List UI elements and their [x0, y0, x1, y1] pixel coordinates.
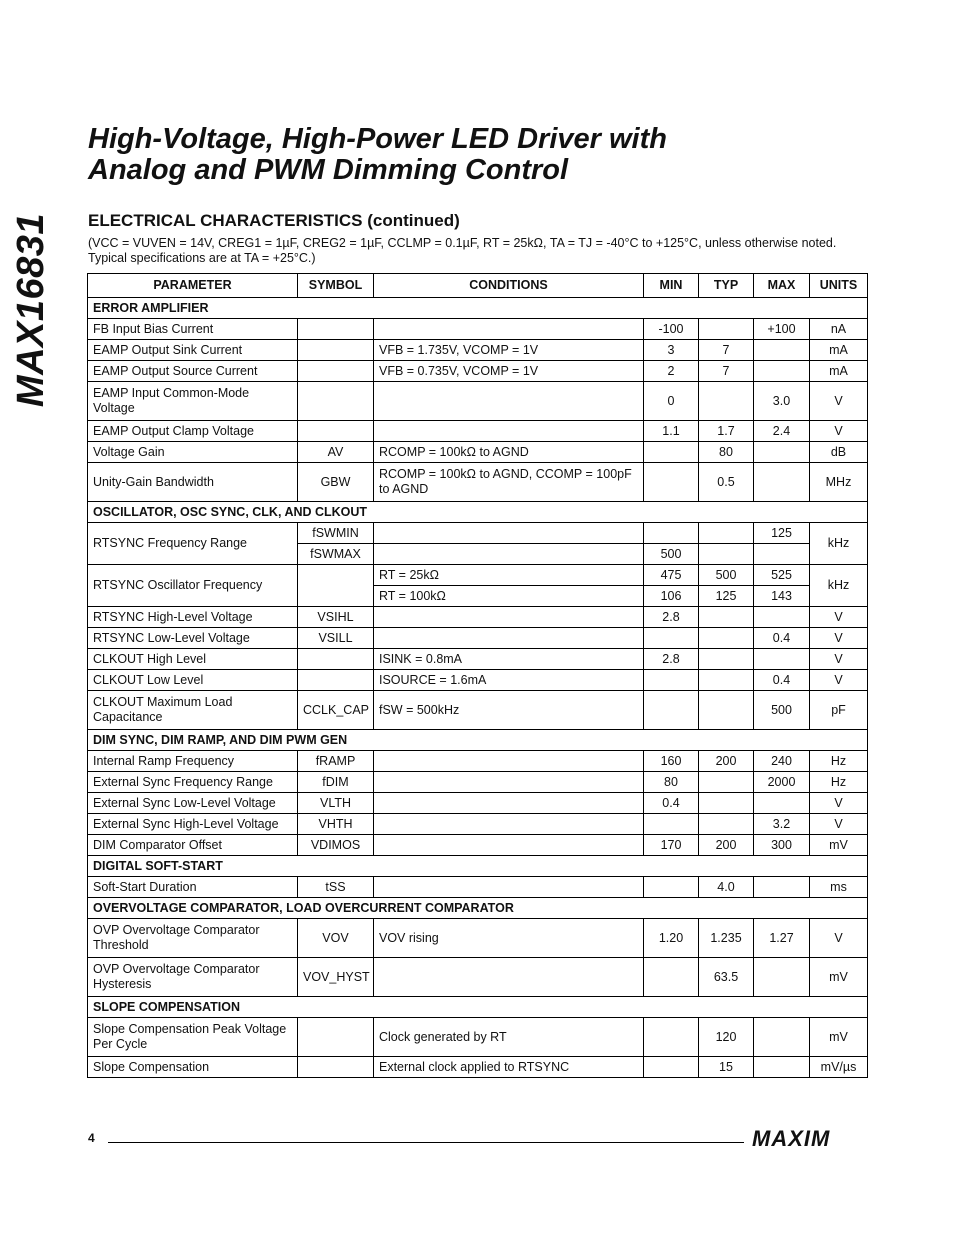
max-cell: 3.0	[754, 382, 810, 421]
min-cell: 0	[644, 382, 699, 421]
page-number: 4	[88, 1131, 95, 1145]
parameter-cell: Soft-Start Duration	[88, 877, 298, 898]
parameter-cell: EAMP Input Common-Mode Voltage	[88, 382, 298, 421]
parameter-cell: External Sync Low-Level Voltage	[88, 793, 298, 814]
table-row	[88, 772, 868, 793]
symbol-cell	[298, 670, 374, 691]
symbol-cell	[298, 340, 374, 361]
parameter-cell: RTSYNC High-Level Voltage	[88, 607, 298, 628]
parameter-cell: OVP Overvoltage Comparator Threshold	[88, 919, 298, 958]
units-cell: nA	[810, 319, 868, 340]
table-row	[88, 877, 868, 898]
table-row	[88, 919, 868, 958]
max-cell: 525	[754, 565, 810, 586]
units-cell: mA	[810, 340, 868, 361]
symbol-cell	[298, 421, 374, 442]
max-cell: 240	[754, 751, 810, 772]
conditions-cell	[374, 523, 644, 544]
conditions-cell	[374, 793, 644, 814]
units-cell: mV	[810, 958, 868, 997]
max-cell: 3.2	[754, 814, 810, 835]
conditions-cell: fSW = 500kHz	[374, 691, 644, 730]
min-cell	[644, 814, 699, 835]
typ-cell	[699, 544, 754, 565]
units-cell: pF	[810, 691, 868, 730]
conditions-cell	[374, 751, 644, 772]
parameter-cell: Slope Compensation	[88, 1057, 298, 1078]
conditions-cell: ISINK = 0.8mA	[374, 649, 644, 670]
conditions-cell: RT = 100kΩ	[374, 586, 644, 607]
max-cell	[754, 1018, 810, 1057]
electrical-characteristics-table	[87, 273, 868, 1078]
table-row	[88, 1018, 868, 1057]
min-cell	[644, 958, 699, 997]
table-row	[88, 382, 868, 421]
min-cell: 2	[644, 361, 699, 382]
table-row	[88, 691, 868, 730]
section-header-row	[88, 502, 868, 523]
table-header-row	[88, 274, 868, 298]
symbol-cell	[298, 1018, 374, 1057]
conditions-cell	[374, 958, 644, 997]
symbol-cell	[298, 565, 374, 607]
section-title: ELECTRICAL CHARACTERISTICS (continued)	[88, 211, 460, 230]
table-row	[88, 814, 868, 835]
parameter-cell: EAMP Output Source Current	[88, 361, 298, 382]
typ-cell: 1.7	[699, 421, 754, 442]
min-cell: 1.1	[644, 421, 699, 442]
table-row	[88, 463, 868, 502]
conditions-cell	[374, 628, 644, 649]
units-cell: V	[810, 628, 868, 649]
conditions-cell	[374, 877, 644, 898]
conditions-cell	[374, 319, 644, 340]
conditions-cell: VFB = 0.735V, VCOMP = 1V	[374, 361, 644, 382]
table-row	[88, 793, 868, 814]
parameter-cell: EAMP Output Clamp Voltage	[88, 421, 298, 442]
parameter-cell: External Sync High-Level Voltage	[88, 814, 298, 835]
parameter-cell: Voltage Gain	[88, 442, 298, 463]
typ-cell	[699, 319, 754, 340]
header-symbol: SYMBOL	[298, 274, 374, 298]
section-header-row	[88, 898, 868, 919]
header-conditions: CONDITIONS	[374, 274, 644, 298]
units-cell: kHz	[810, 565, 868, 607]
units-cell: V	[810, 919, 868, 958]
typ-cell: 125	[699, 586, 754, 607]
parameter-cell: CLKOUT Maximum Load Capacitance	[88, 691, 298, 730]
section-header-row	[88, 997, 868, 1018]
parameter-cell: RTSYNC Low-Level Voltage	[88, 628, 298, 649]
min-cell	[644, 1018, 699, 1057]
max-cell: 143	[754, 586, 810, 607]
header-units: UNITS	[810, 274, 868, 298]
typ-cell	[699, 793, 754, 814]
conditions-cell: Clock generated by RT	[374, 1018, 644, 1057]
typ-cell: 200	[699, 751, 754, 772]
typ-cell	[699, 382, 754, 421]
conditions-cell	[374, 382, 644, 421]
min-cell	[644, 691, 699, 730]
typ-cell	[699, 670, 754, 691]
units-cell: MHz	[810, 463, 868, 502]
typ-cell: 200	[699, 835, 754, 856]
title-line-1: High-Voltage, High-Power LED Driver with	[88, 123, 667, 155]
units-cell: Hz	[810, 751, 868, 772]
table-row	[88, 340, 868, 361]
table-row	[88, 442, 868, 463]
symbol-cell: VOV_HYST	[298, 958, 374, 997]
parameter-cell: EAMP Output Sink Current	[88, 340, 298, 361]
max-cell	[754, 958, 810, 997]
maxim-logo: MAXIM	[752, 1126, 831, 1151]
conditions-cell	[374, 607, 644, 628]
max-cell	[754, 607, 810, 628]
max-cell	[754, 877, 810, 898]
min-cell: 170	[644, 835, 699, 856]
min-cell: 106	[644, 586, 699, 607]
typ-cell	[699, 607, 754, 628]
units-cell: V	[810, 814, 868, 835]
typ-cell	[699, 814, 754, 835]
typ-cell: 63.5	[699, 958, 754, 997]
max-cell	[754, 361, 810, 382]
typ-cell	[699, 772, 754, 793]
parameter-cell: RTSYNC Oscillator Frequency	[88, 565, 298, 607]
min-cell	[644, 1057, 699, 1078]
min-cell: 2.8	[644, 649, 699, 670]
section-header: OSCILLATOR, OSC SYNC, CLK, AND CLKOUT	[88, 502, 868, 523]
table-row	[88, 607, 868, 628]
min-cell: 3	[644, 340, 699, 361]
units-cell: V	[810, 670, 868, 691]
header-parameter: PARAMETER	[88, 274, 298, 298]
symbol-cell: tSS	[298, 877, 374, 898]
units-cell: V	[810, 607, 868, 628]
min-cell	[644, 628, 699, 649]
parameter-cell: CLKOUT High Level	[88, 649, 298, 670]
header-typ: TYP	[699, 274, 754, 298]
max-cell: 2.4	[754, 421, 810, 442]
symbol-cell: VOV	[298, 919, 374, 958]
typ-cell: 15	[699, 1057, 754, 1078]
conditions-cell	[374, 772, 644, 793]
min-cell: 1.20	[644, 919, 699, 958]
units-cell: V	[810, 649, 868, 670]
max-cell: 125	[754, 523, 810, 544]
units-cell: mA	[810, 361, 868, 382]
min-cell: 0.4	[644, 793, 699, 814]
conditions-cell: RCOMP = 100kΩ to AGND	[374, 442, 644, 463]
units-cell: dB	[810, 442, 868, 463]
conditions-cell	[374, 544, 644, 565]
symbol-cell: fSWMIN	[298, 523, 374, 544]
min-cell: 160	[644, 751, 699, 772]
typ-cell	[699, 691, 754, 730]
min-cell: 500	[644, 544, 699, 565]
document-title	[88, 124, 908, 186]
part-number-side-label: MAX16831	[10, 212, 52, 408]
typ-cell: 0.5	[699, 463, 754, 502]
units-cell: ms	[810, 877, 868, 898]
conditions-cell: VOV rising	[374, 919, 644, 958]
max-cell: 2000	[754, 772, 810, 793]
parameter-cell: Unity-Gain Bandwidth	[88, 463, 298, 502]
typ-cell: 500	[699, 565, 754, 586]
units-cell: mV	[810, 1018, 868, 1057]
section-header-row	[88, 298, 868, 319]
min-cell	[644, 442, 699, 463]
conditions-cell: RT = 25kΩ	[374, 565, 644, 586]
max-cell: +100	[754, 319, 810, 340]
units-cell: V	[810, 421, 868, 442]
table-row	[88, 361, 868, 382]
symbol-cell: VHTH	[298, 814, 374, 835]
typ-cell: 7	[699, 361, 754, 382]
max-cell	[754, 442, 810, 463]
section-header: DIGITAL SOFT-START	[88, 856, 868, 877]
table-row	[88, 958, 868, 997]
typ-cell	[699, 628, 754, 649]
table-row	[88, 421, 868, 442]
section-header: ERROR AMPLIFIER	[88, 298, 868, 319]
parameter-cell: OVP Overvoltage Comparator Hysteresis	[88, 958, 298, 997]
parameter-cell: FB Input Bias Current	[88, 319, 298, 340]
table-row	[88, 628, 868, 649]
table-row	[88, 670, 868, 691]
parameter-cell: Internal Ramp Frequency	[88, 751, 298, 772]
symbol-cell	[298, 382, 374, 421]
max-cell: 0.4	[754, 670, 810, 691]
min-cell	[644, 523, 699, 544]
typ-cell: 120	[699, 1018, 754, 1057]
symbol-cell: GBW	[298, 463, 374, 502]
conditions-cell	[374, 835, 644, 856]
max-cell: 1.27	[754, 919, 810, 958]
parameter-cell: RTSYNC Frequency Range	[88, 523, 298, 565]
typ-cell: 4.0	[699, 877, 754, 898]
typ-cell	[699, 523, 754, 544]
typ-cell: 1.235	[699, 919, 754, 958]
max-cell	[754, 544, 810, 565]
max-cell	[754, 649, 810, 670]
min-cell	[644, 463, 699, 502]
typ-cell: 80	[699, 442, 754, 463]
min-cell: 2.8	[644, 607, 699, 628]
parameter-cell: CLKOUT Low Level	[88, 670, 298, 691]
symbol-cell	[298, 1057, 374, 1078]
symbol-cell	[298, 649, 374, 670]
parameter-cell: External Sync Frequency Range	[88, 772, 298, 793]
table-row	[88, 751, 868, 772]
max-cell	[754, 1057, 810, 1078]
symbol-cell: VDIMOS	[298, 835, 374, 856]
test-conditions-note: (VCC = VUVEN = 14V, CREG1 = 1µF, CREG2 = 1µF, CCLMP = 0.1µF, RT = 25kΩ, TA = TJ = -40°C to +125°C, unless otherwise noted. Typical specifications are at TA = +25°C.)	[88, 236, 837, 265]
conditions-cell	[374, 814, 644, 835]
min-cell	[644, 877, 699, 898]
symbol-cell: CCLK_CAP	[298, 691, 374, 730]
table-row	[88, 835, 868, 856]
conditions-cell	[374, 421, 644, 442]
conditions-cell: RCOMP = 100kΩ to AGND, CCOMP = 100pF to AGND	[374, 463, 644, 502]
typ-cell	[699, 649, 754, 670]
section-header: SLOPE COMPENSATION	[88, 997, 868, 1018]
table-row	[88, 319, 868, 340]
parameter-cell: Slope Compensation Peak Voltage Per Cycle	[88, 1018, 298, 1057]
units-cell: mV	[810, 835, 868, 856]
min-cell	[644, 670, 699, 691]
units-cell: mV/µs	[810, 1057, 868, 1078]
title-line-2: Analog and PWM Dimming Control	[88, 154, 569, 186]
typ-cell: 7	[699, 340, 754, 361]
header-max: MAX	[754, 274, 810, 298]
units-cell: V	[810, 382, 868, 421]
max-cell	[754, 340, 810, 361]
symbol-cell: VSIHL	[298, 607, 374, 628]
conditions-cell: VFB = 1.735V, VCOMP = 1V	[374, 340, 644, 361]
max-cell	[754, 793, 810, 814]
symbol-cell	[298, 319, 374, 340]
units-cell: V	[810, 793, 868, 814]
footer-divider	[108, 1142, 744, 1143]
section-header: OVERVOLTAGE COMPARATOR, LOAD OVERCURRENT COMPARATOR	[88, 898, 868, 919]
table-row	[88, 523, 868, 544]
max-cell: 0.4	[754, 628, 810, 649]
symbol-cell: fDIM	[298, 772, 374, 793]
min-cell: 475	[644, 565, 699, 586]
symbol-cell	[298, 361, 374, 382]
symbol-cell: fSWMAX	[298, 544, 374, 565]
conditions-cell: ISOURCE = 1.6mA	[374, 670, 644, 691]
max-cell	[754, 463, 810, 502]
units-cell: kHz	[810, 523, 868, 565]
min-cell: -100	[644, 319, 699, 340]
table-row	[88, 649, 868, 670]
parameter-cell: DIM Comparator Offset	[88, 835, 298, 856]
conditions-cell: External clock applied to RTSYNC	[374, 1057, 644, 1078]
section-header-row	[88, 856, 868, 877]
min-cell: 80	[644, 772, 699, 793]
section-header: DIM SYNC, DIM RAMP, AND DIM PWM GEN	[88, 730, 868, 751]
symbol-cell: AV	[298, 442, 374, 463]
symbol-cell: fRAMP	[298, 751, 374, 772]
table-row	[88, 565, 868, 586]
units-cell: Hz	[810, 772, 868, 793]
header-min: MIN	[644, 274, 699, 298]
symbol-cell: VSILL	[298, 628, 374, 649]
symbol-cell: VLTH	[298, 793, 374, 814]
max-cell: 500	[754, 691, 810, 730]
table-row	[88, 1057, 868, 1078]
max-cell: 300	[754, 835, 810, 856]
section-header-row	[88, 730, 868, 751]
